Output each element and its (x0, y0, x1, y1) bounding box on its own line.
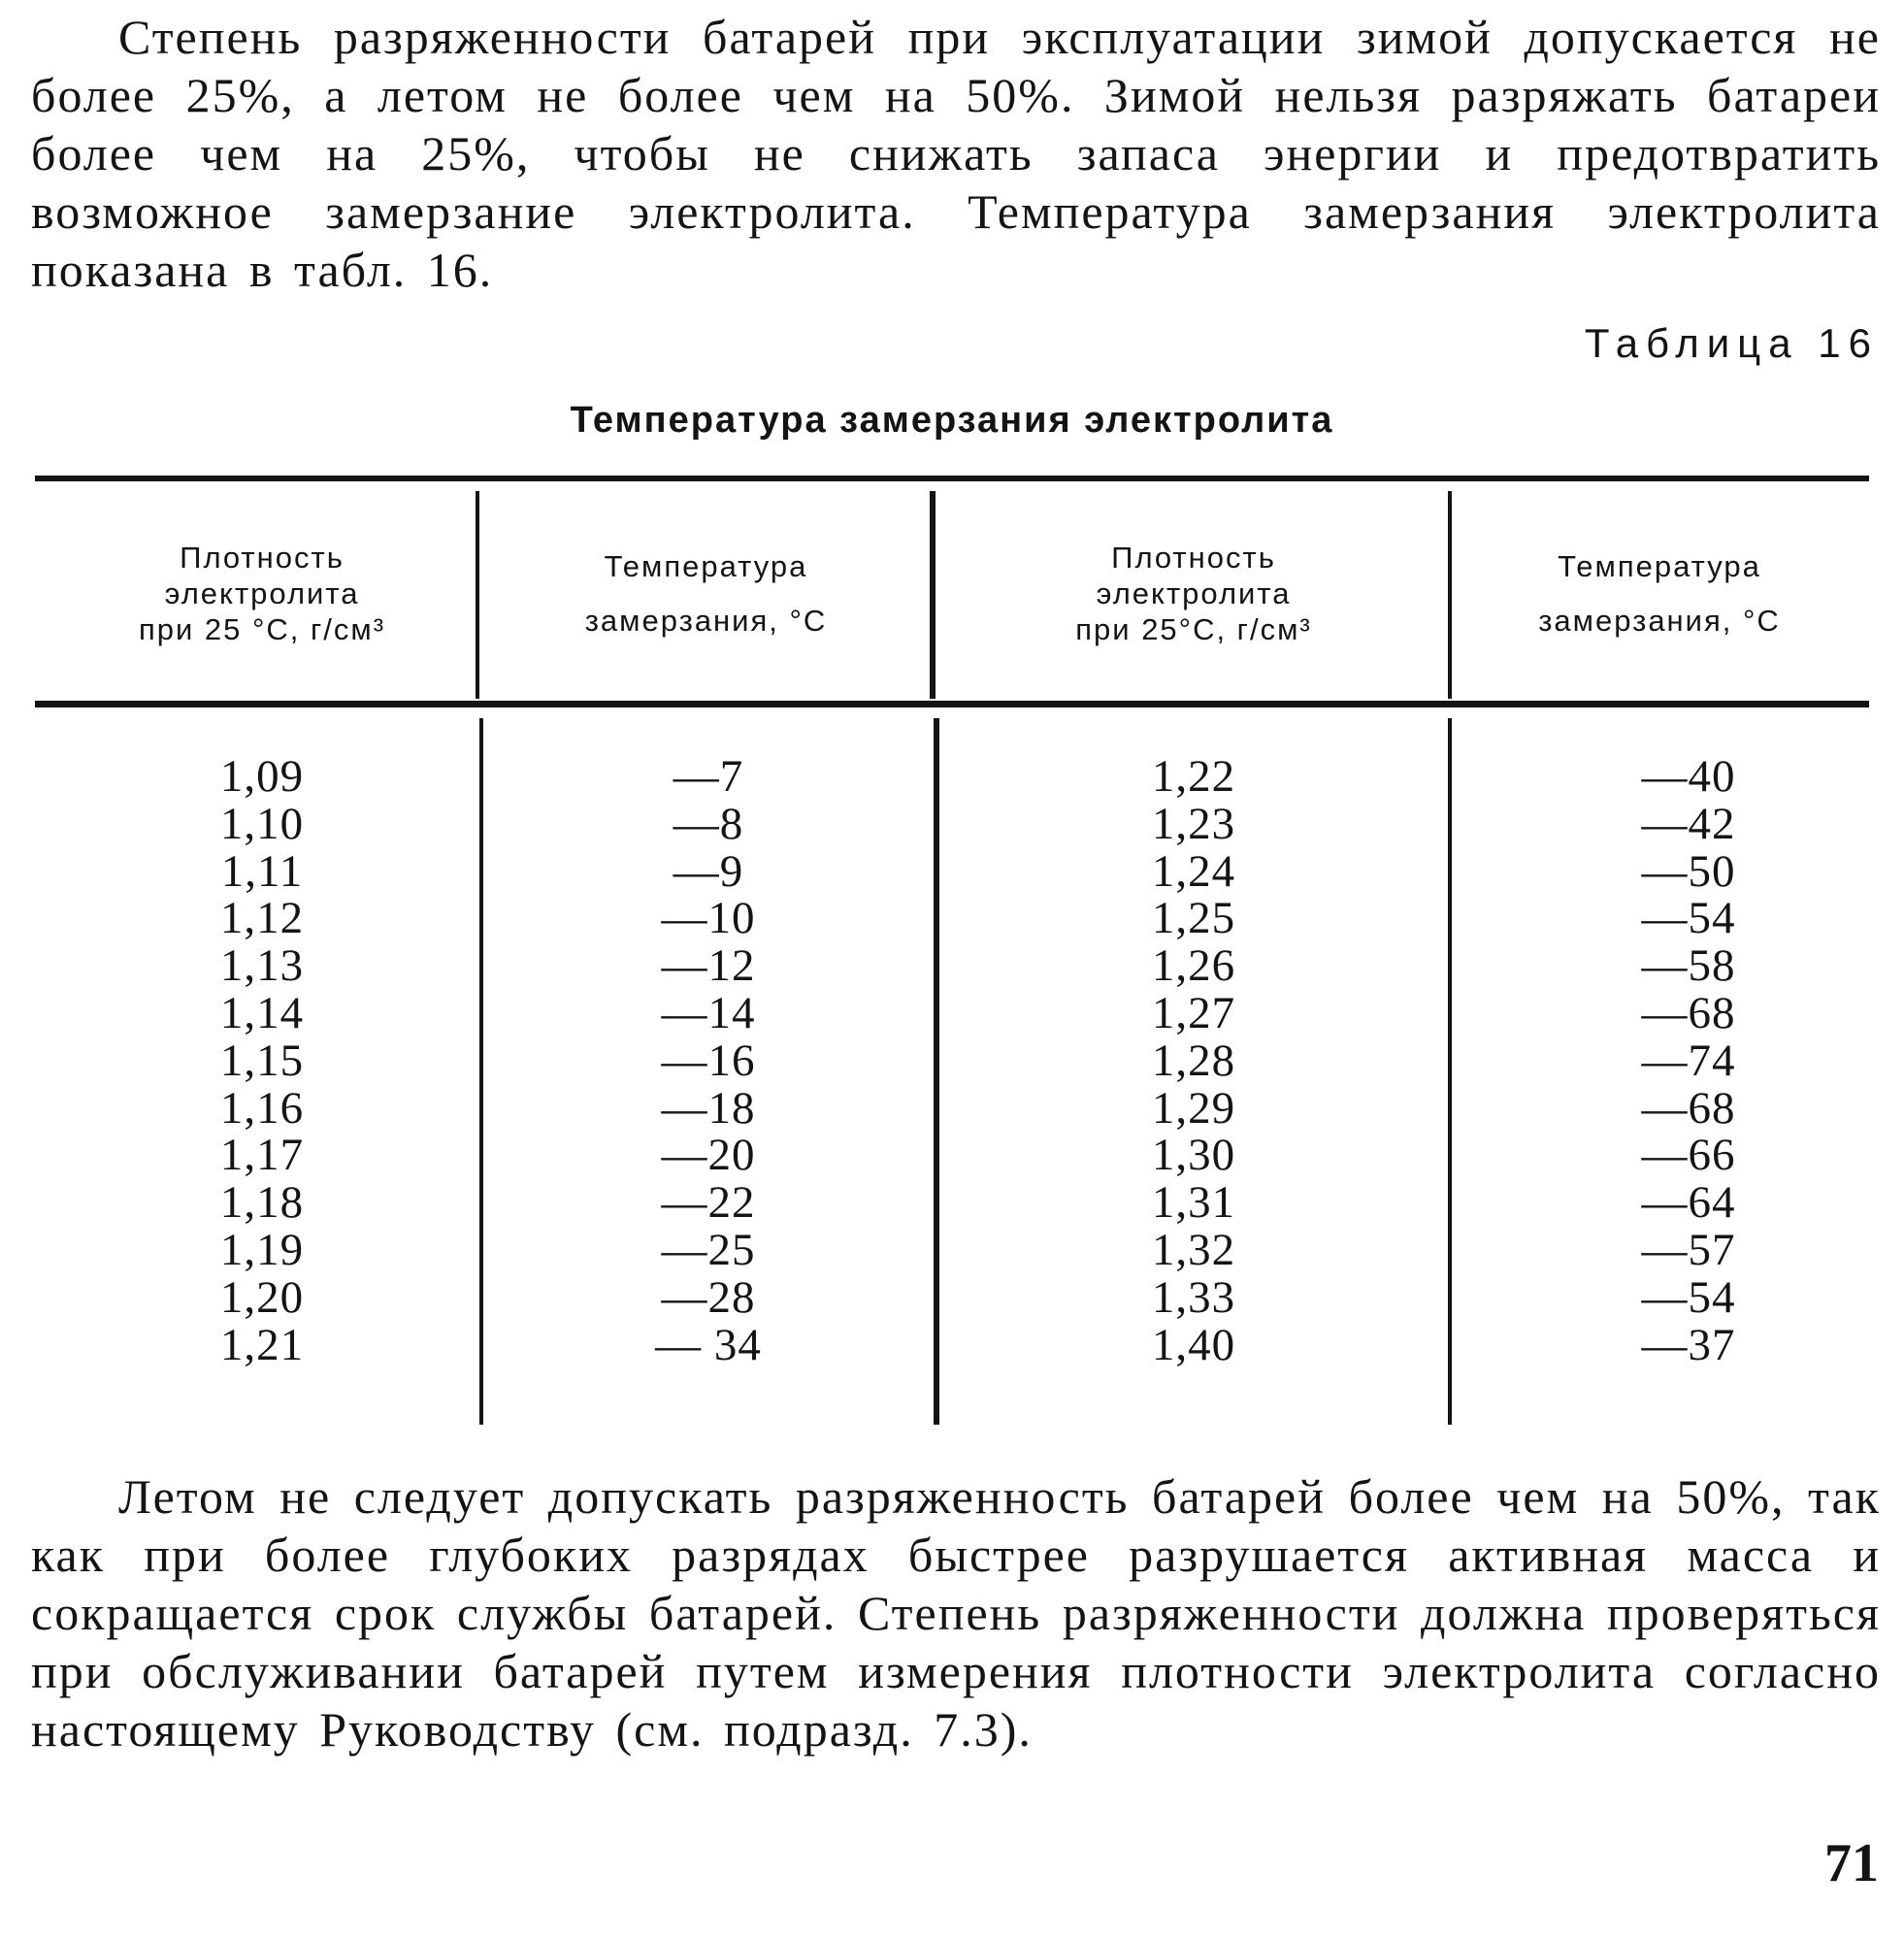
table-cell: 1,27 (1151, 987, 1236, 1038)
page-number: 71 (1824, 1833, 1879, 1893)
table-cell: 1,26 (1151, 940, 1236, 992)
paragraph-top-text: Степень разряженности батарей при эксплуатации зимой допускается не более 25%, а летом не более чем на 50%. Зимой нельзя разряжать батареи более чем на 25%, чтобы не снижать запаса энергии и предотвратить возможное замерзание электролита. Температура замерзания электролита показана в табл. 16. (31, 10, 1881, 297)
paragraph-bottom (31, 1467, 1881, 1759)
table-cell: —25 (661, 1224, 756, 1275)
table-cell: 1,19 (219, 1224, 305, 1275)
header-density-1-line-3: при 25 °С, г/см³ (138, 612, 386, 646)
paragraph-bottom-text: Летом не следует допускать разряженность батарей более чем на 50%, так как при более глубоких разрядах быстрее разрушается активная масса и сокращается срок службы батарей. Степень разряженности должна проверяться при обслуживании батарей путем измерения плотности электролита согласно настоящему Руководству (см. подразд. 7.3). (31, 1469, 1881, 1757)
header-temperature-1 (485, 540, 927, 648)
table-cell: —66 (1641, 1130, 1736, 1181)
table-cell: 1,10 (219, 798, 305, 849)
table-cell: 1,31 (1151, 1177, 1236, 1229)
column-divider-2-head (930, 491, 936, 699)
header-density-1-line-2: электролита (164, 576, 360, 610)
table-cell: —40 (1641, 751, 1736, 802)
header-density-2 (946, 540, 1441, 647)
table-cell: 1,18 (219, 1177, 305, 1229)
table-cell: —28 (661, 1271, 756, 1323)
table-cell: 1,15 (219, 1035, 305, 1086)
table-cell: —50 (1641, 845, 1736, 897)
header-temperature-1-line-2: замерзания, °С (584, 604, 828, 638)
column-divider-2-body (934, 718, 939, 1425)
column-density-1 (78, 753, 446, 1368)
table-cell: —7 (673, 751, 744, 802)
column-temperature-2 (1504, 753, 1873, 1368)
table-cell: —14 (661, 987, 756, 1038)
table-cell: 1,23 (1151, 798, 1236, 849)
table-cell: —74 (1641, 1035, 1736, 1086)
table-cell: —54 (1641, 893, 1736, 944)
table-cell: —58 (1641, 940, 1736, 992)
table-cell: —57 (1641, 1224, 1736, 1275)
table-cell: 1,33 (1151, 1271, 1236, 1323)
paragraph-top (31, 8, 1881, 299)
header-density-2-line-3: при 25°С, г/см³ (1075, 612, 1312, 646)
header-density-1 (58, 540, 466, 647)
table-cell: — 34 (655, 1319, 762, 1370)
column-divider-3-body (1448, 718, 1452, 1425)
table-cell: —8 (673, 798, 744, 849)
header-density-2-line-2: электролита (1096, 576, 1292, 610)
table-cell: —12 (661, 940, 756, 992)
table-cell: 1,11 (220, 845, 304, 897)
table-title: Температура замерзания электролита (570, 400, 1334, 441)
table-cell: 1,14 (219, 987, 305, 1038)
table-top-rule (35, 476, 1869, 481)
header-temperature-2-line-2: замерзания, °С (1538, 604, 1781, 638)
table-cell: 1,28 (1151, 1035, 1236, 1086)
table-cell: 1,13 (219, 940, 305, 992)
table-cell: 1,09 (219, 751, 305, 802)
table-cell: 1,24 (1151, 845, 1236, 897)
table-cell: 1,16 (219, 1082, 305, 1134)
table-cell: —37 (1641, 1319, 1736, 1370)
header-density-1-line-1: Плотность (180, 541, 345, 575)
table-cell: 1,32 (1151, 1224, 1236, 1275)
table-cell: —18 (661, 1082, 756, 1134)
table-cell: 1,40 (1151, 1319, 1236, 1370)
table-cell: —10 (661, 893, 756, 944)
column-density-2 (1009, 753, 1378, 1368)
table-cell: 1,29 (1151, 1082, 1236, 1134)
table-cell: —54 (1641, 1271, 1736, 1323)
table-cell: —9 (673, 845, 744, 897)
table-cell: —42 (1641, 798, 1736, 849)
column-divider-1-body (479, 718, 483, 1425)
header-density-2-line-1: Плотность (1111, 541, 1276, 575)
table-cell: —68 (1641, 987, 1736, 1038)
table-cell: 1,17 (219, 1130, 305, 1181)
table-label: Таблица 16 (1584, 320, 1879, 366)
table-cell: 1,25 (1151, 893, 1236, 944)
column-divider-3-head (1448, 491, 1452, 699)
header-temperature-2-line-1: Температура (1558, 549, 1761, 583)
table-cell: —64 (1641, 1177, 1736, 1229)
table-cell: 1,22 (1151, 751, 1236, 802)
column-divider-1-head (476, 491, 479, 699)
header-temperature-1-line-1: Температура (604, 549, 808, 583)
table-cell: —68 (1641, 1082, 1736, 1134)
table-cell: —20 (661, 1130, 756, 1181)
table-cell: 1,21 (219, 1319, 305, 1370)
table-cell: 1,12 (219, 893, 305, 944)
table-cell: —16 (661, 1035, 756, 1086)
table-cell: 1,20 (219, 1271, 305, 1323)
table-header-rule (35, 701, 1869, 707)
table-cell: 1,30 (1151, 1130, 1236, 1181)
table-cell: —22 (661, 1177, 756, 1229)
header-temperature-2 (1456, 540, 1863, 648)
column-temperature-1 (524, 753, 893, 1368)
